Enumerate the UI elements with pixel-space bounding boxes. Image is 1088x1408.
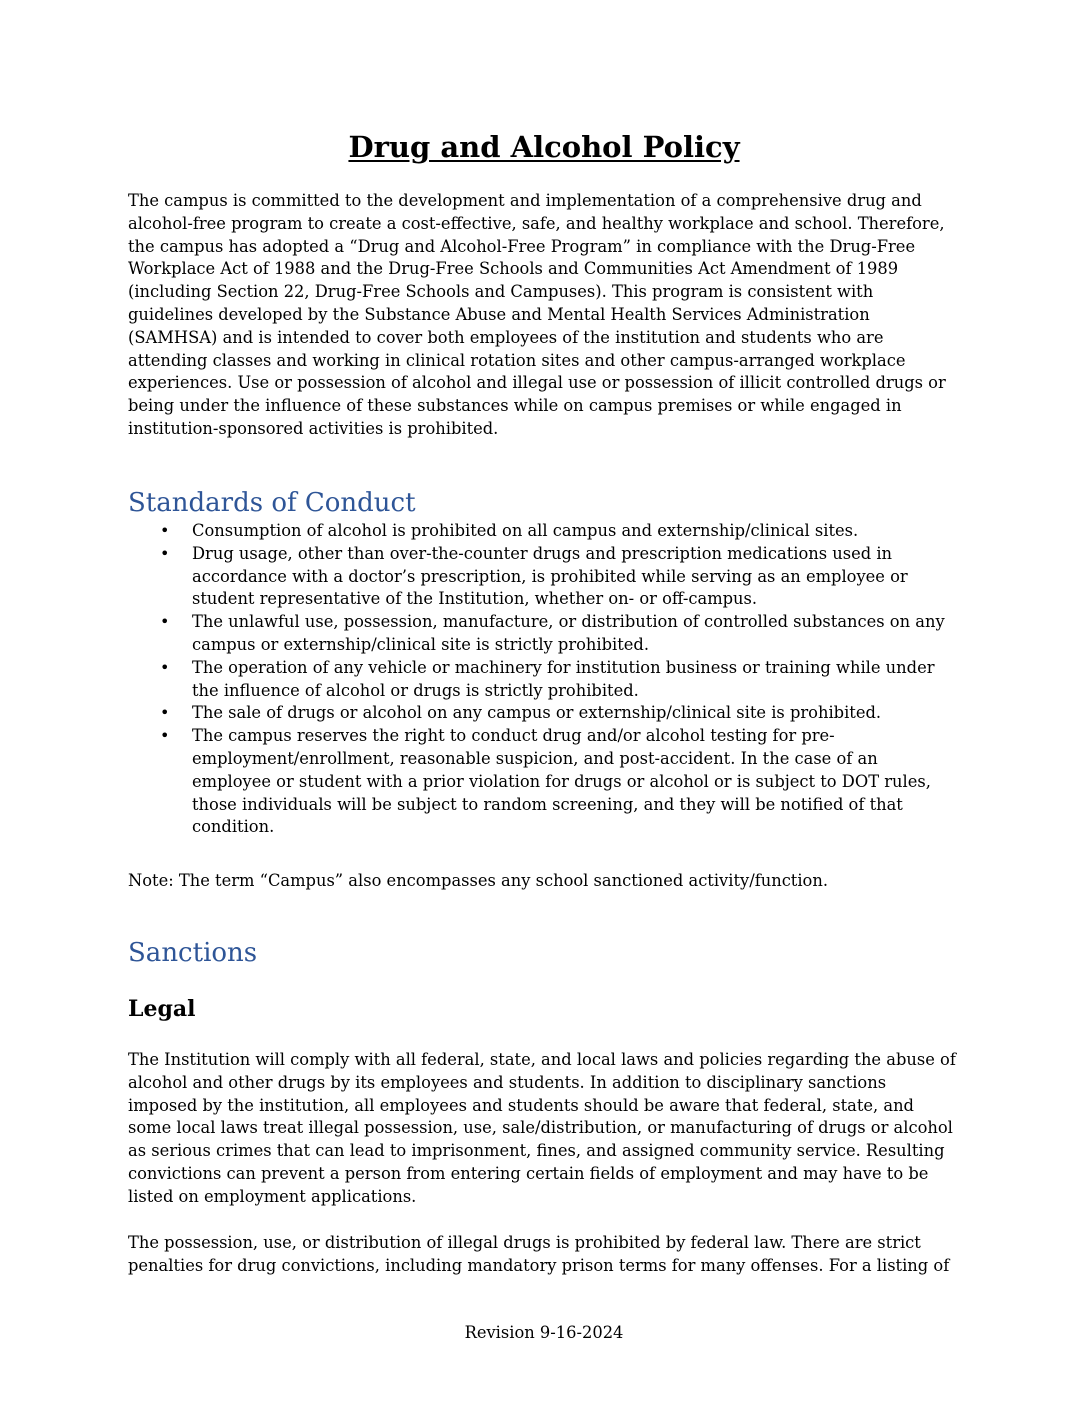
list-item-text: The operation of any vehicle or machinery for institution business or training while under the influence of alcohol or drugs is strictly prohibited.: [192, 657, 935, 700]
list-item: [128, 725, 960, 839]
list-item-text: The campus reserves the right to conduct drug and/or alcohol testing for pre-employment/enrollment, reasonable suspicion, and post-accident. In the case of an employee or student with a prior violation for drugs or alcohol or is subject to DOT rules, those individuals will be subject to random screening, and they will be notified of that condition.: [192, 726, 931, 837]
list-item: [128, 657, 960, 703]
legal-paragraph-2: The possession, use, or distribution of illegal drugs is prohibited by federal law. There are strict penalties for drug convictions, including mandatory prison terms for many offenses. For a listing of: [128, 1233, 950, 1275]
list-item-text: Consumption of alcohol is prohibited on all campus and externship/clinical sites.: [192, 521, 859, 540]
bullet-marker: •: [160, 521, 170, 540]
standards-list: [128, 520, 960, 839]
bullet-marker: •: [160, 543, 170, 563]
list-item: [128, 520, 960, 543]
list-item: [128, 611, 960, 657]
revision-footer: Revision 9-16-2024: [464, 1323, 624, 1342]
bullet-marker: •: [160, 726, 170, 746]
bullet-marker: •: [160, 703, 170, 723]
standards-heading: Standards of Conduct: [128, 488, 416, 518]
sanctions-heading: Sanctions: [128, 938, 258, 968]
document-page: [128, 0, 960, 1408]
list-item-text: Drug usage, other than over-the-counter drugs and prescription medications used in accordance with a doctor’s prescription, is prohibited while serving as an employee or student representative of the Institution, whether on- or off-campus.: [192, 543, 908, 609]
intro-paragraph: The campus is committed to the development and implementation of a comprehensive drug and alcohol-free program to create a cost-effective, safe, and healthy workplace and school. Therefore, the campus has adopted a “Drug and Alcohol-Free Program” in compliance with the Drug-Free Workplace Act of 1988 and the Drug-Free Schools and Communities Act Amendment of 1989 (including Section 22, Drug-Free Schools and Campuses). This program is consistent with guidelines developed by the Substance Abuse and Mental Health Services Administration (SAMHSA) and is intended to cover both employees of the institution and students who are attending classes and working in clinical rotation sites and other campus-arranged workplace experiences. Use or possession of alcohol and illegal use or possession of illicit controlled drugs or being under the influence of these substances while on campus premises or while engaged in institution-sponsored activities is prohibited.: [128, 191, 946, 438]
note-paragraph: Note: The term “Campus” also encompasses any school sanctioned activity/function.: [128, 871, 829, 890]
list-item-text: The unlawful use, possession, manufacture, or distribution of controlled substances on any campus or externship/clinical site is strictly prohibited.: [192, 612, 945, 654]
bullet-marker: •: [160, 657, 170, 677]
list-item: [128, 543, 960, 611]
bullet-marker: •: [160, 612, 170, 632]
document-title: Drug and Alcohol Policy: [348, 130, 740, 164]
list-item-text: The sale of drugs or alcohol on any campus or externship/clinical site is prohibited.: [192, 703, 882, 723]
legal-heading: Legal: [128, 996, 196, 1022]
legal-paragraph-1: The Institution will comply with all federal, state, and local laws and policies regarding the abuse of alcohol and other drugs by its employees and students. In addition to disciplinary sanctions imposed by the institution, all employees and students should be aware that federal, state, and some local laws treat illegal possession, use, sale/distribution, or manufacturing of drugs or alcohol as serious crimes that can lead to imprisonment, fines, and assigned community service. Resulting convictions can prevent a person from entering certain fields of employment and may have to be listed on employment applications.: [128, 1050, 956, 1206]
list-item: [128, 702, 960, 725]
